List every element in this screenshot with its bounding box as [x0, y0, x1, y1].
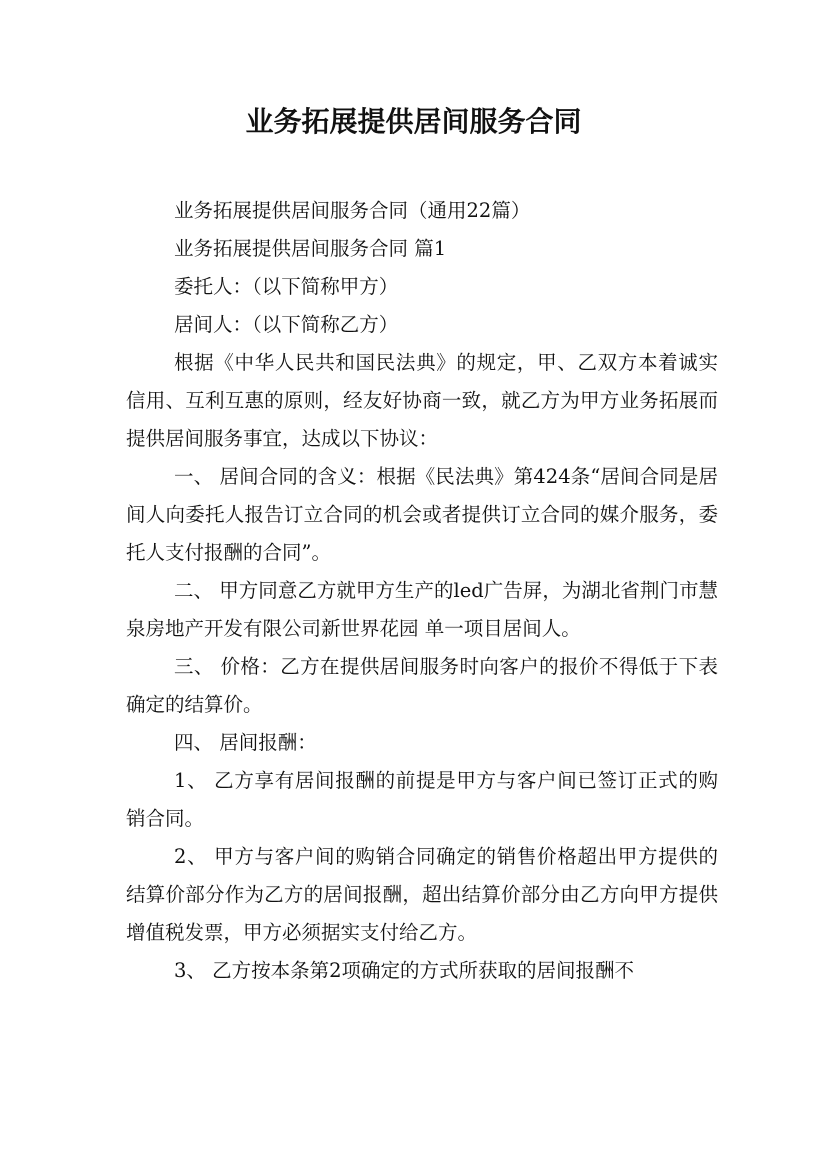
document-title: 业务拓展提供居间服务合同	[245, 105, 582, 138]
paragraph-clause-4: 四、 居间报酬：	[174, 731, 317, 754]
paragraph-preamble: 根据《中华人民共和国民法典》的规定，甲、乙双方本着诚实信用、互利互惠的原则，经友好协商一致，就乙方为甲方业务拓展而提供居间服务事宜，达成以下协议：	[126, 351, 718, 450]
paragraph-article-heading: 业务拓展提供居间服务合同 篇1	[174, 237, 447, 260]
paragraph-intermediary: 居间人：（以下简称乙方）	[174, 313, 399, 336]
paragraph-item-1: 1、 乙方享有居间报酬的前提是甲方与客户间已签订正式的购销合同。	[126, 769, 718, 830]
paragraph-clause-2: 二、 甲方同意乙方就甲方生产的led广告屏，为湖北省荆门市慧泉房地产开发有限公司新世界花园 单一项目居间人。	[126, 579, 718, 640]
paragraph-clause-3: 三、 价格：乙方在提供居间服务时向客户的报价不得低于下表确定的结算价。	[126, 655, 718, 716]
document-body	[126, 192, 718, 990]
paragraph-subtitle: 业务拓展提供居间服务合同（通用22篇）	[174, 199, 531, 222]
paragraph-client: 委托人：（以下简称甲方）	[174, 275, 399, 298]
paragraph-clause-1: 一、 居间合同的含义：根据《民法典》第424条“居间合同是居间人向委托人报告订立合同的机会或者提供订立合同的媒介服务，委托人支付报酬的合同”。	[126, 465, 718, 564]
paragraph-item-2: 2、 甲方与客户间的购销合同确定的销售价格超出甲方提供的结算价部分作为乙方的居间报酬，超出结算价部分由乙方向甲方提供增值税发票，甲方必须据实支付给乙方。	[126, 845, 718, 944]
paragraph-item-3: 3、 乙方按本条第2项确定的方式所获取的居间报酬不	[174, 959, 635, 982]
